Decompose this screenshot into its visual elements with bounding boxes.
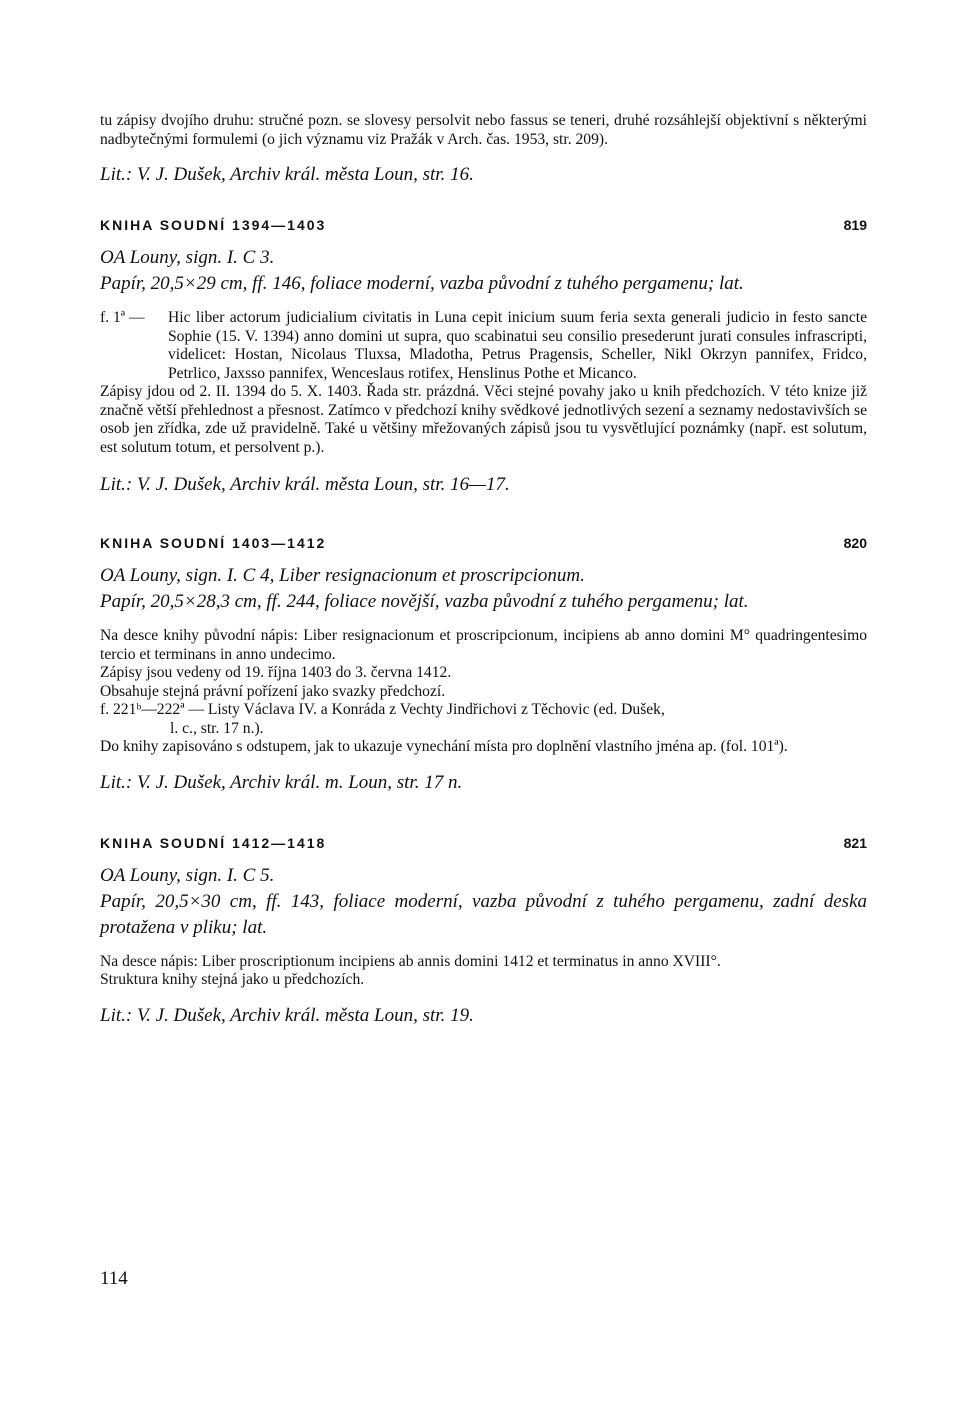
- section-820-folio-line-2: l. c., str. 17 n.).: [170, 719, 264, 737]
- section-819-number: 819: [843, 217, 867, 233]
- section-821-paper: Papír, 20,5×30 cm, ff. 143, foliace moderní, vazba původní z tuhého pergamenu, zadní deska protažena v pliku; lat.: [100, 890, 867, 938]
- page-number: 114: [100, 1268, 128, 1289]
- section-819-paper: Papír, 20,5×29 cm, ff. 146, foliace moderní, vazba původní z tuhého pergamenu; lat.: [100, 273, 744, 294]
- section-820-paper: Papír, 20,5×28,3 cm, ff. 244, foliace novější, vazba původní z tuhého pergamenu; lat.: [100, 591, 749, 612]
- section-820-title: KNIHA SOUDNÍ 1403—1412: [100, 535, 327, 551]
- intro-paragraph: tu zápisy dvojího druhu: stručné pozn. se slovesy persolvit nebo fassus se teneri, druhé rozsáhlejší objektivní s některými nadbytečnými formulemi (o jich významu viz Pražák v Arch. čas. 1953, str. 209).: [100, 112, 867, 148]
- section-819-folio-label: f. 1ª —: [100, 309, 145, 326]
- section-821-number: 821: [843, 834, 867, 851]
- section-820-paragraph-4: Do knihy zapisováno s odstupem, jak to ukazuje vynechání místa pro doplnění vlastního jména ap. (fol. 101ª).: [100, 738, 788, 755]
- section-820-folio-line-1: f. 221ᵇ—222ª — Listy Václava IV. a Konráda z Vechty Jindřichovi z Těchovic (ed. Dušek,: [100, 701, 665, 718]
- section-819-literature: Lit.: V. J. Dušek, Archiv král. města Loun, str. 16—17.: [100, 474, 510, 495]
- section-821-paragraph-1: Na desce nápis: Liber proscriptionum incipiens ab annis domini 1412 et terminatus in anno XVIII°.: [100, 952, 721, 970]
- section-819-signature: OA Louny, sign. I. C 3.: [100, 247, 275, 268]
- section-821-literature: Lit.: V. J. Dušek, Archiv král. města Loun, str. 19.: [100, 1004, 474, 1026]
- section-821-title: KNIHA SOUDNÍ 1412—1418: [100, 834, 327, 851]
- section-820-number: 820: [843, 535, 867, 551]
- section-820-header: [100, 535, 867, 551]
- section-819-body: Zápisy jdou od 2. II. 1394 do 5. X. 1403. Řada str. prázdná. Věci stejné povahy jako u knih předchozích. V této knize již značně větší přehlednost a přesnost. Zatímco v předchozí knihy svědkové jednotlivých sezení a seznamy nedostavivších se osob jen zřídka, zde už pravidelně. Také u většiny mřežovaných zápisů jsou tu vysvětlující poznámky (např. est solutum, est solutum totum, et persolvent p.).: [100, 383, 867, 456]
- section-819-title: KNIHA SOUDNÍ 1394—1403: [100, 217, 327, 233]
- document-page: [100, 112, 867, 1028]
- section-821-header: [100, 835, 867, 851]
- section-820-paragraph-1: Na desce knihy původní nápis: Liber resignacionum et proscripcionum, incipiens ab anno domini M° quadringentesimo tercio et terminans in anno undecimo.: [100, 627, 867, 663]
- section-819-folio-text: Hic liber actorum judicialium civitatis in Luna cepit inicium suum feria sexta generali judicio in festo sancte Sophie (15. V. 1394) anno domini ut supra, quo scabinatui seu consilio presederunt jurati consules infrascripti, videlicet: Hostan, Nicolaus Tluxsa, Mladotha, Petrus Pragensis, Scheller, Nikl Okrzyn pannifex, Fridco, Petrlico, Jaxsso pannifex, Wenceslaus rotifex, Henslinus Pothe et Micanco.: [168, 309, 867, 382]
- section-820-paragraph-2: Zápisy jsou vedeny od 19. října 1403 do 3. června 1412.: [100, 664, 452, 681]
- section-819-folio-entry: [100, 309, 867, 383]
- section-820-paragraph-3: Obsahuje stejná právní pořízení jako svazky předchozí.: [100, 682, 446, 700]
- section-820-literature: Lit.: V. J. Dušek, Archiv král. m. Loun, str. 17 n.: [100, 771, 463, 793]
- section-821-paragraph-2: Struktura knihy stejná jako u předchozích.: [100, 971, 365, 988]
- section-820-signature: OA Louny, sign. I. C 4, Liber resignacionum et proscripcionum.: [100, 565, 585, 586]
- section-821-signature: OA Louny, sign. I. C 5.: [100, 864, 275, 886]
- intro-literature: Lit.: V. J. Dušek, Archiv král. města Loun, str. 16.: [100, 164, 474, 185]
- section-819-header: [100, 217, 867, 233]
